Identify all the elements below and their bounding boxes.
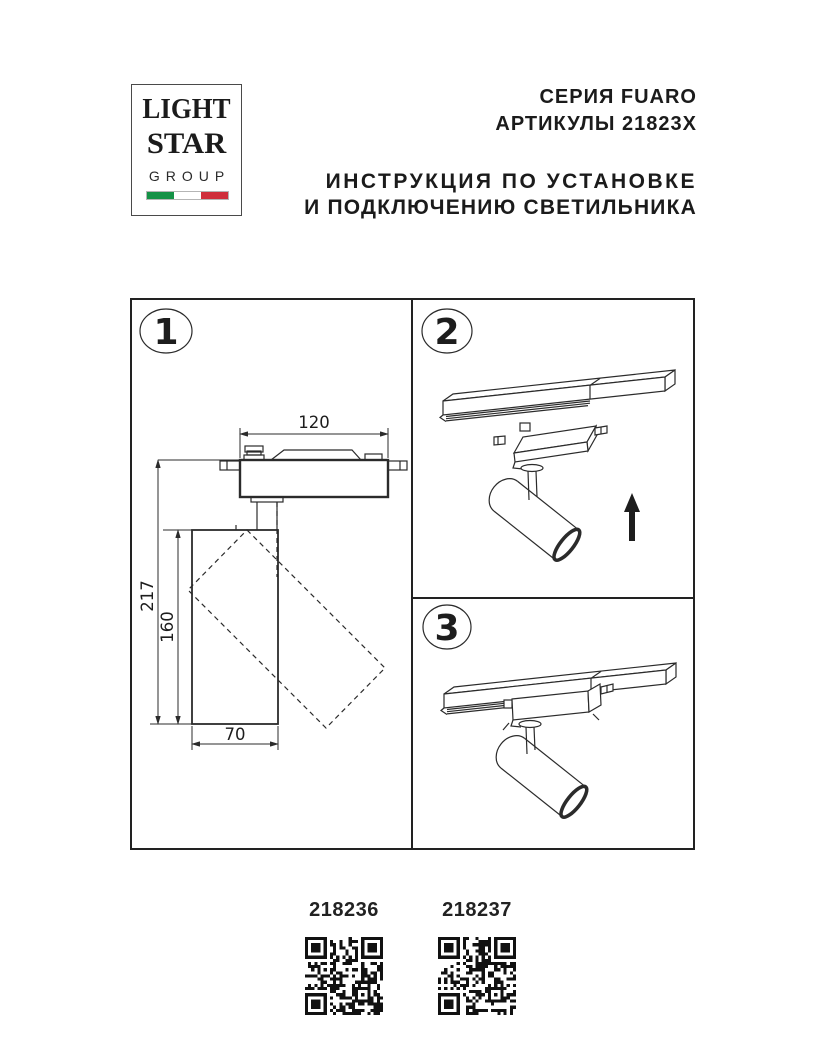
lightstar-logo bbox=[131, 84, 242, 216]
dimension-120 bbox=[240, 413, 388, 458]
logo-word-star: STAR bbox=[146, 127, 227, 160]
track-light-fixture bbox=[482, 423, 607, 564]
adapter-left-pin bbox=[494, 436, 505, 445]
rail-left-lip bbox=[441, 708, 447, 715]
step-number: 2 bbox=[434, 312, 460, 353]
adapter-top-trapezoid bbox=[271, 450, 361, 460]
panel-step1-dimension-drawing bbox=[132, 300, 411, 848]
stem-flange bbox=[521, 465, 543, 472]
svg-text:120: 120 bbox=[298, 413, 330, 432]
qr-code bbox=[438, 937, 516, 1015]
step-number: 1 bbox=[153, 312, 179, 353]
svg-text:217: 217 bbox=[138, 580, 157, 612]
adapter-top-knob bbox=[520, 423, 530, 431]
spotlight-body-side-view bbox=[188, 525, 385, 728]
svg-text:160: 160 bbox=[158, 611, 177, 643]
article-number-label: 218237 bbox=[442, 899, 512, 921]
step-number: 3 bbox=[434, 608, 460, 649]
track-adapter-side-view bbox=[220, 446, 407, 577]
article-numbers: АРТИКУЛЫ 21823X bbox=[495, 113, 697, 135]
instruction-title-line2: И ПОДКЛЮЧЕНИЮ СВЕТИЛЬНИКА bbox=[304, 196, 697, 219]
spotlight-cylinder bbox=[489, 729, 591, 821]
qr-code bbox=[305, 937, 383, 1015]
track-rail bbox=[440, 370, 675, 422]
spotlight-rotated-dashed-outline bbox=[188, 530, 385, 728]
series-name: СЕРИЯ FUARO bbox=[539, 86, 697, 108]
logo-word-group: GROUP bbox=[148, 168, 231, 184]
flag-white-segment bbox=[174, 192, 201, 199]
spotlight-cylinder bbox=[482, 472, 584, 564]
flag-green-segment bbox=[147, 192, 174, 199]
stem-flange bbox=[519, 721, 541, 728]
track-light-fixture bbox=[489, 684, 613, 821]
diagram-frame bbox=[130, 298, 695, 850]
dimension-70 bbox=[192, 725, 278, 750]
adapter-left-stub bbox=[504, 700, 512, 708]
dimension-217 bbox=[138, 460, 240, 724]
flag-red-segment bbox=[201, 192, 228, 199]
dimension-160 bbox=[158, 530, 192, 724]
svg-text:70: 70 bbox=[224, 725, 246, 744]
rail-left-lip bbox=[440, 415, 446, 422]
italian-flag-stripe bbox=[146, 191, 229, 200]
article-number-label: 218236 bbox=[309, 899, 379, 921]
panel-step3-installed bbox=[413, 599, 693, 848]
insert-direction-arrow bbox=[624, 493, 640, 541]
panel-step2-insert-into-track bbox=[413, 300, 693, 597]
spotlight-front-ring bbox=[550, 526, 584, 564]
click-mark-left bbox=[503, 723, 509, 730]
logo-word-light: LIGHT bbox=[142, 94, 231, 125]
instruction-title-line1: ИНСТРУКЦИЯ ПО УСТАНОВКЕ bbox=[325, 170, 697, 193]
click-mark-right bbox=[593, 714, 599, 720]
spotlight-front-ring bbox=[557, 783, 591, 821]
